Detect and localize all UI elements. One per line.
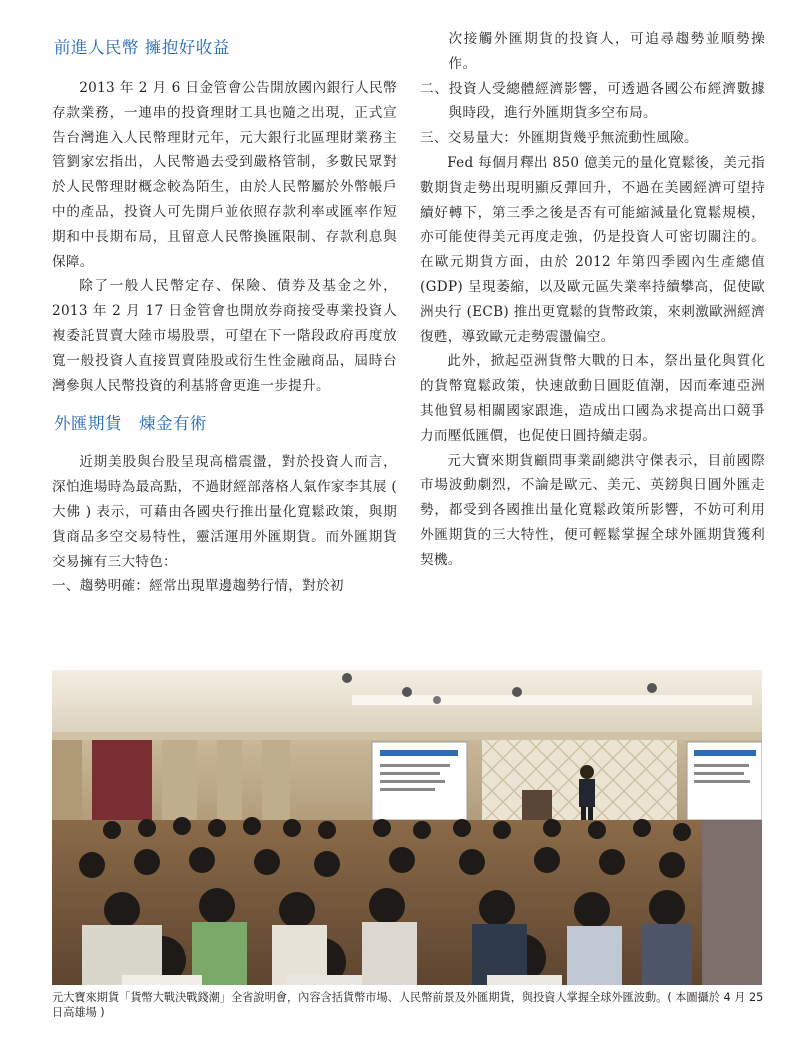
list-item-1-start: 一、趨勢明確：經常出現單邊趨勢行情，對於初 bbox=[52, 578, 344, 595]
left-column bbox=[52, 22, 397, 599]
paragraph-japan-yen: 此外，掀起亞洲貨幣大戰的日本，祭出量化與質化的貨幣寬鬆政策，快速啟動日圓貶值潮，因而牽連亞洲其他貿易相關國家跟進，造成出口國為求提高出口競爭力而壓低匯價，也促使日圓持續走弱。 bbox=[420, 353, 765, 444]
paragraph-fx-intro: 近期美股與台股呈現高檔震盪，對於投資人而言，深怕進場時為最高點，不過財經部落格人氣作家李其展 ( 大佛 ) 表示，可藉由各國央行推出量化寬鬆政策，與期貨商品多空交易特性，靈活運用外匯期貨。而外匯期貨交易擁有三大特色： bbox=[52, 454, 397, 570]
section-heading-fx-futures: 外匯期貨 煉金有術 bbox=[54, 414, 207, 434]
seminar-photo bbox=[52, 670, 762, 985]
paragraph-expert-quote: 元大寶來期貨顧問事業副總洪守傑表示，目前國際市場波動劇烈，不論是歐元、美元、英鎊與日圓外匯走勢，都受到各國推出量化寬鬆政策所影響，不妨可利用外匯期貨的三大特性，便可輕鬆掌握全球外匯期貨獲利契機。 bbox=[420, 452, 765, 568]
list-item-2: 二、投資人受總體經濟影響，可透過各國公布經濟數據與時段，進行外匯期貨多空布局。 bbox=[420, 80, 765, 122]
list-item-1-continued: 次接觸外匯期貨的投資人，可追尋趨勢並順勢操作。 bbox=[448, 31, 765, 72]
paragraph-fed-usd-eur: Fed 每個月釋出 850 億美元的量化寬鬆後，美元指數期貨走勢出現明顯反彈回升，不過在美國經濟可望持續好轉下，第三季之後是否有可能縮減量化寬鬆規模，亦可能使得美元再度走強，仍是投資人可密切關注的。在歐元期貨方面，由於 2012 年第四季國內生產總值 (GDP) 呈現萎縮，以及歐元區失業率持續攀高，促使歐洲央行 (ECB) 推出更寬鬆的貨幣政策，來刺激歐洲經濟復甦，導致歐元走勢震盪偏空。 bbox=[420, 154, 765, 345]
paragraph-rmb-deposit: 2013 年 2 月 6 日金管會公告開放國內銀行人民幣存款業務，一連串的投資理財工具也隨之出現，正式宣告台灣進入人民幣理財元年，元大銀行北區理財業務主管劉家宏指出，人民幣過去受到嚴格管制，多數民眾對於人民幣理財概念較為陌生，由於人民幣屬於外幣帳戶中的產品，投資人可先開戶並依照存款利率或匯率作短期和中長期布局，且留意人民幣換匯限制、存款利息與保障。 bbox=[52, 80, 397, 270]
list-item-3: 三、交易量大：外匯期貨幾乎無流動性風險。 bbox=[420, 130, 698, 147]
section-heading-rmb: 前進人民幣 擁抱好收益 bbox=[54, 38, 230, 57]
paragraph-rmb-products: 除了一般人民幣定存、保險、債券及基金之外，2013 年 2 月 17 日金管會也開放券商接受專業投資人複委託買賣大陸市場股票，可望在下一階段政府再度放寬一般投資人直接買賣陸股或衍生性金融商品，屆時台灣參與人民幣投資的利基將會更進一步提升。 bbox=[52, 278, 397, 394]
photo-caption: 元大寶來期貨「貨幣大戰決戰錢潮」全省說明會，內容含括貨幣市場、人民幣前景及外匯期貨，與投資人掌握全球外匯波動。( 本圖攝於 4 月 25 日高雄場 ) bbox=[52, 991, 764, 1019]
right-column bbox=[420, 27, 765, 573]
